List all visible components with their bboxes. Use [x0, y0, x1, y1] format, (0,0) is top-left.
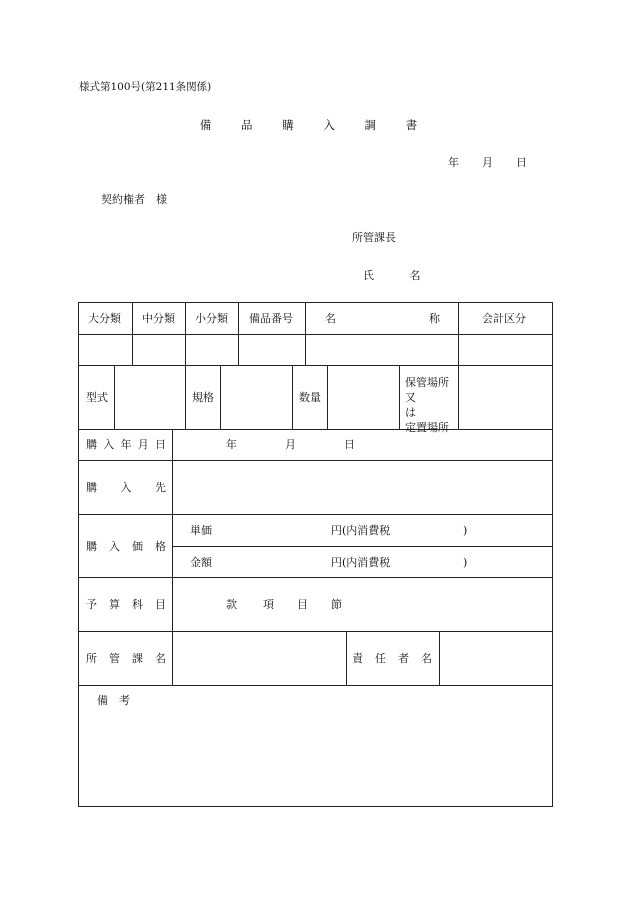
- department-name-label: 所 管 課 名: [86, 652, 166, 665]
- unit-price-label: 単価: [190, 524, 212, 537]
- purchase-price-label: 購 入 価 格: [86, 540, 166, 553]
- budget-setsu-label: 節: [331, 598, 342, 611]
- column-divider: [220, 365, 221, 429]
- column-divider: [458, 303, 459, 365]
- minor-category-header: 小分類: [195, 312, 228, 325]
- department-chief-label: 所管課長: [352, 231, 396, 244]
- row-divider: [79, 631, 552, 632]
- column-divider: [132, 303, 133, 365]
- name-label: 氏 名: [363, 269, 437, 282]
- column-divider: [439, 631, 440, 685]
- amount-close-paren: ): [463, 556, 468, 569]
- date-year-label: 年: [448, 156, 459, 169]
- form-number: 様式第100号(第211条関係): [79, 81, 212, 93]
- purchase-date-label: 購 入 年 月 日: [86, 438, 166, 451]
- column-divider: [305, 303, 306, 365]
- column-divider: [327, 365, 328, 429]
- row-divider: [79, 577, 552, 578]
- purchase-day-label: 日: [344, 438, 355, 451]
- column-divider: [114, 365, 115, 429]
- budget-kan-label: 款: [226, 598, 237, 611]
- row-divider: [79, 334, 552, 335]
- budget-item-label: 予 算 科 目: [86, 598, 166, 611]
- amount-label: 金額: [190, 556, 212, 569]
- amount-yen-tax: 円(内消費税: [331, 556, 391, 569]
- row-divider: [79, 365, 552, 366]
- column-divider: [399, 365, 400, 429]
- price-row-divider: [172, 546, 552, 547]
- purchase-month-label: 月: [285, 438, 296, 451]
- column-divider: [292, 365, 293, 429]
- responsible-person-label: 責 任 者 名: [352, 652, 432, 665]
- name-header-part1: 名: [325, 312, 336, 325]
- unit-price-yen-tax: 円(内消費税: [331, 524, 391, 537]
- name-header-part2: 称: [429, 312, 440, 325]
- row-divider: [79, 514, 552, 515]
- label-column-divider: [172, 429, 173, 685]
- date-day-label: 日: [516, 156, 527, 169]
- budget-kou-label: 項: [263, 598, 274, 611]
- document-title: 備 品 購 入 調 書: [199, 118, 431, 132]
- standard-label: 規格: [192, 391, 214, 404]
- storage-location-label: 保管場所 又 は 定置場所: [405, 376, 449, 434]
- purchase-year-label: 年: [226, 438, 237, 451]
- date-month-label: 月: [482, 156, 493, 169]
- column-divider: [185, 303, 186, 365]
- model-label: 型式: [86, 391, 108, 404]
- row-divider: [79, 460, 552, 461]
- budget-moku-label: 目: [297, 598, 308, 611]
- column-divider: [458, 365, 459, 429]
- major-category-header: 大分類: [88, 312, 121, 325]
- column-divider: [346, 631, 347, 685]
- middle-category-header: 中分類: [142, 312, 175, 325]
- column-divider: [238, 303, 239, 365]
- remarks-label: 備 考: [97, 694, 130, 707]
- addressee: 契約権者 様: [101, 193, 167, 206]
- quantity-label: 数量: [299, 391, 321, 404]
- supplier-label: 購 入 先: [86, 481, 166, 494]
- purchase-form-table: [78, 302, 553, 807]
- row-divider: [79, 429, 552, 430]
- equipment-number-header: 備品番号: [249, 312, 293, 325]
- unit-price-close-paren: ): [463, 524, 468, 537]
- column-divider: [185, 365, 186, 429]
- row-divider: [79, 685, 552, 686]
- accounting-division-header: 会計区分: [482, 312, 526, 325]
